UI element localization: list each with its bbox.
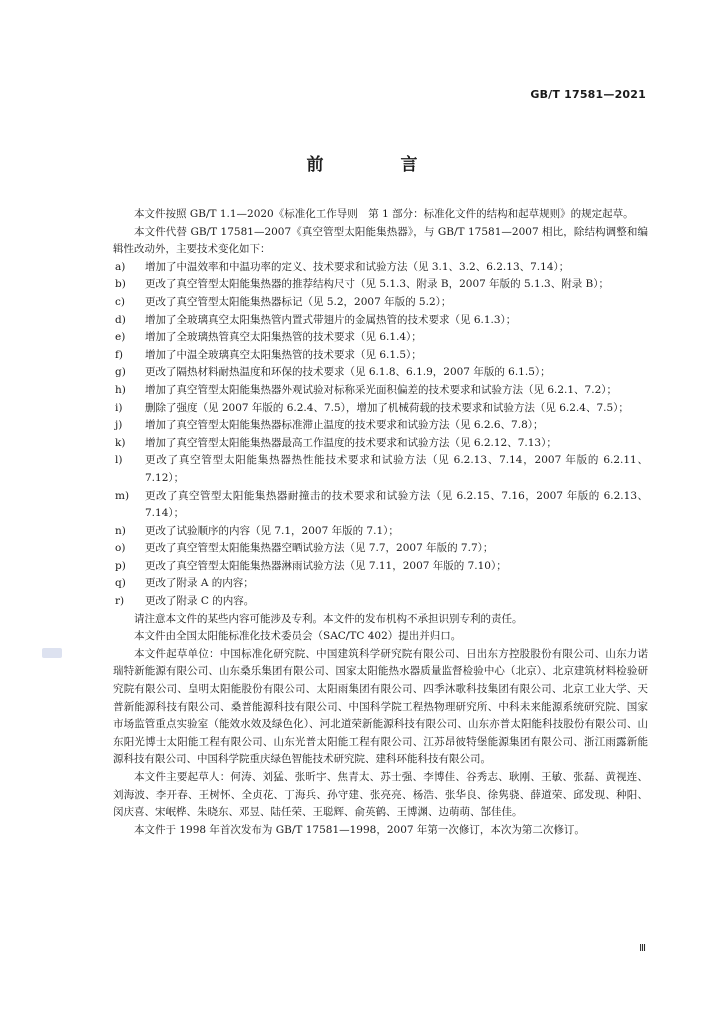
change-label: e) xyxy=(115,331,126,344)
change-item xyxy=(113,488,648,523)
document-body xyxy=(113,206,648,839)
patent-notice: 请注意本文件的某些内容可能涉及专利。本文件的发布机构不承担识别专利的责任。 xyxy=(134,612,523,625)
change-label: n) xyxy=(115,524,126,537)
change-text: 更改了试验顺序的内容（见 7.1，2007 年版的 7.1）； xyxy=(145,524,399,537)
change-label: a) xyxy=(115,260,126,273)
change-label: m) xyxy=(115,489,130,502)
change-label: l) xyxy=(115,454,123,467)
change-text: 更改了附录 A 的内容； xyxy=(145,577,254,590)
change-item xyxy=(113,558,648,576)
change-text: 更改了真空管型太阳能集热器热性能技术要求和试验方法（见 6.2.13、7.14，2007 年版的 6.2.11、7.12）； xyxy=(145,454,648,484)
change-item xyxy=(113,276,648,294)
change-item xyxy=(113,329,648,347)
proposer-paragraph: 本文件由全国太阳能标准化技术委员会（SAC/TC 402）提出并归口。 xyxy=(134,630,462,643)
change-text: 更改了真空管型太阳能集热器空晒试验方法（见 7.7，2007 年版的 7.7）； xyxy=(145,542,494,555)
change-text: 更改了附录 C 的内容。 xyxy=(145,595,255,608)
change-text: 删除了强度（见 2007 年版的 6.2.4、7.5），增加了机械荷载的技术要求和试验方法（见 6.2.4、7.5）； xyxy=(145,401,629,414)
change-text: 增加了真空管型太阳能集热器外观试验对标称采光面积偏差的技术要求和试验方法（见 6.2.1、7.2）； xyxy=(145,383,618,396)
change-item xyxy=(113,364,648,382)
change-label: p) xyxy=(115,559,126,572)
change-text: 增加了全玻璃真空太阳集热管内置式带翅片的金属热管的技术要求（见 6.1.3）； xyxy=(145,313,517,326)
change-item xyxy=(113,312,648,330)
change-label: h) xyxy=(115,383,126,396)
change-item xyxy=(113,435,648,453)
change-text: 增加了中温效率和中温功率的定义、技术要求和试验方法（见 3.1、3.2、6.2.13、7.14）； xyxy=(145,260,570,273)
change-label: i) xyxy=(115,401,123,414)
change-label: g) xyxy=(115,366,126,379)
change-item xyxy=(113,452,648,487)
change-text: 更改了真空管型太阳能集热器的推荐结构尺寸（见 5.1.3、附录 B，2007 年版的 5.1.3、附录 B）； xyxy=(145,278,610,291)
change-item xyxy=(113,259,648,277)
page-title: 前 言 xyxy=(306,155,448,175)
change-text: 增加了全玻璃热管真空太阳集热管的技术要求（见 6.1.4）； xyxy=(145,331,422,344)
change-text: 更改了真空管型太阳能集热器耐撞击的技术要求和试验方法（见 6.2.15、7.16，2007 年版的 6.2.13、7.14）； xyxy=(145,489,648,520)
change-label: j) xyxy=(115,419,123,432)
change-label: r) xyxy=(115,595,125,608)
change-label: c) xyxy=(115,295,125,308)
change-item xyxy=(113,540,648,558)
change-text: 更改了真空管型太阳能集热器淋雨试验方法（见 7.11，2007 年版的 7.10）； xyxy=(145,559,507,572)
change-item xyxy=(113,575,648,593)
change-text: 增加了中温全玻璃真空太阳集热管的技术要求（见 6.1.5）； xyxy=(145,348,422,361)
change-label: q) xyxy=(115,577,126,590)
watermark-stamp xyxy=(42,648,62,658)
drafting-units-paragraph: 本文件起草单位：中国标准化研究院、中国建筑科学研究院有限公司、日出东方控股股份有限公司、山东力诺瑞特新能源有限公司、山东桑乐集团有限公司、国家太阳能热水器质量监督检验中心（北京）、北京建筑材料检验研究院有限公司、皇明太阳能股份有限公司、太阳雨集团有限公司、四季沐歌科技集团有限公司、北京工业大学、天普新能源科技有限公司、桑普能源科技有限公司、中国科学院工程热物理研究所、中科未来能源系统研究院、国家市场监管重点实验室（能效水效及绿色化）、河北道荣新能源科技有限公司、山东亦普太阳能科技股份有限公司、山东阳光博士太阳能工程有限公司、山东光普太阳能工程有限公司、江苏昂彼特堡能源集团有限公司、浙江雨露新能源科技有限公司、中国科学院重庆绿色智能技术研究院、建科环能科技有限公司。 xyxy=(113,647,648,766)
change-item xyxy=(113,347,648,365)
change-item xyxy=(113,382,648,400)
change-list xyxy=(113,259,648,611)
change-label: f) xyxy=(115,348,123,361)
change-text: 增加了真空管型太阳能集热器标准滞止温度的技术要求和试验方法（见 6.2.6、7.8）； xyxy=(145,419,544,432)
change-text: 增加了真空管型太阳能集热器最高工作温度的技术要求和试验方法（见 6.2.12、7.13）； xyxy=(145,436,557,449)
change-item xyxy=(113,523,648,541)
change-label: k) xyxy=(115,436,126,449)
change-item xyxy=(113,294,648,312)
change-label: o) xyxy=(115,542,126,555)
standard-number: GB/T 17581—2021 xyxy=(530,88,646,101)
change-item xyxy=(113,400,648,418)
change-label: b) xyxy=(115,278,126,291)
change-label: d) xyxy=(115,313,126,326)
change-text: 更改了隔热材料耐热温度和环保的技术要求（见 6.1.8、6.1.9，2007 年版的 6.1.5）； xyxy=(145,366,551,379)
page-number: Ⅲ xyxy=(639,943,646,954)
intro-paragraph: 本文件按照 GB/T 1.1—2020《标准化工作导则 第 1 部分：标准化文件的结构和起草规则》的规定起草。 xyxy=(134,208,634,220)
change-text: 更改了真空管型太阳能集热器标记（见 5.2，2007 年版的 5.2）； xyxy=(145,295,452,308)
history-paragraph: 本文件于 1998 年首次发布为 GB/T 17581—1998，2007 年第一次修订，本次为第二次修订。 xyxy=(134,823,585,836)
drafters-paragraph: 本文件主要起草人：何涛、刘猛、张昕宇、焦青太、苏士强、李博佳、谷秀志、耿刚、王敏、张磊、黄视连、刘海波、李开春、王树怀、全贞花、丁海兵、孙守建、张亮亮、杨浩、张华良、徐隽骁、薛道荣、邱发现、种阳、闵庆喜、宋岷桦、朱晓东、邓昱、陆任荣、王聪辉、俞英鹤、王博渊、边萌萌、郜佳佳。 xyxy=(113,771,648,819)
intro-paragraph: 本文件代替 GB/T 17581—2007《真空管型太阳能集热器》，与 GB/T 17581—2007 相比，除结构调整和编辑性改动外，主要技术变化如下： xyxy=(113,225,648,256)
change-item xyxy=(113,593,648,611)
change-item xyxy=(113,417,648,435)
